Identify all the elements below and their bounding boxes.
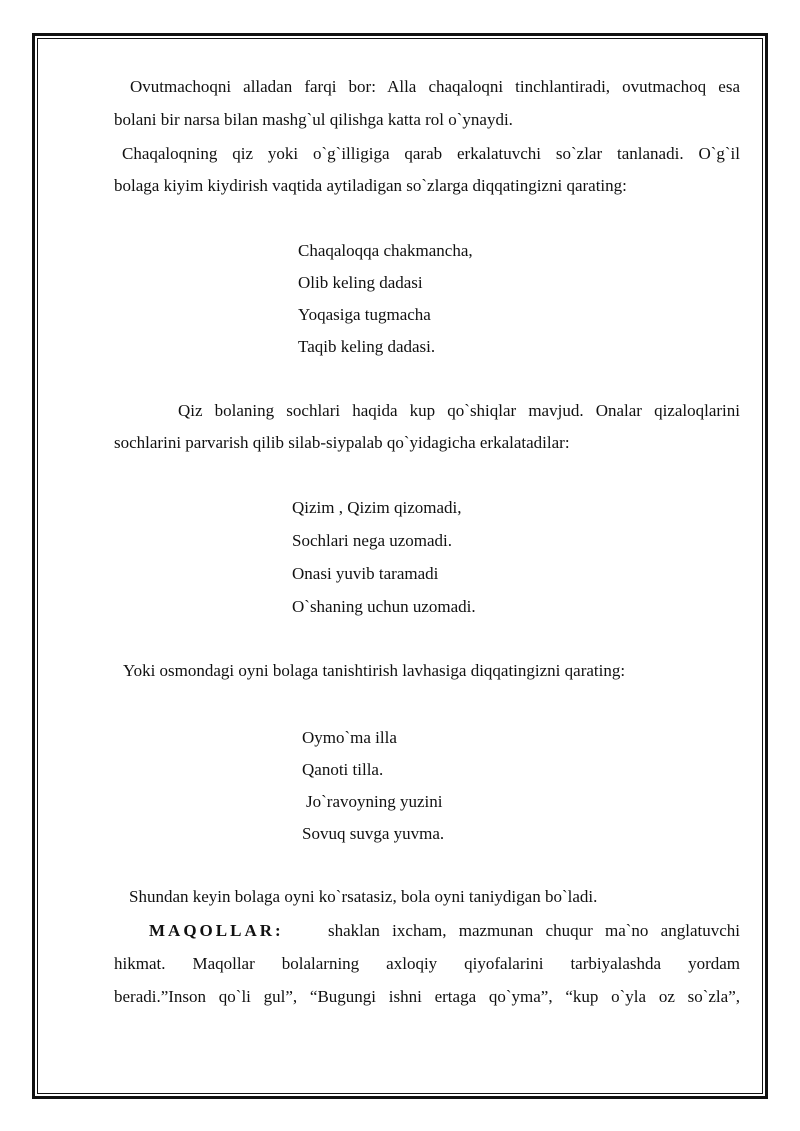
maqollar-heading [149,920,284,942]
poem1-line-4: Taqib keling dadasi. [298,337,436,356]
para6-line3: beradi.”Inson qo`li gul”, “Bugungi ishni ertaga qo`yma”, “kup o`yla oz so`zla”, [114,987,740,1006]
poem2-line-1: Qizim , Qizim qizomadi, [292,498,462,517]
para2-line1: Chaqaloqning qiz yoki o`g`illigiga qarab erkalatuvchi so`zlar tanlanadi. O`g`il [122,144,740,163]
poem3-line-1: Oymo`ma illa [302,728,397,747]
para2-line2: bolaga kiyim kiydirish vaqtida aytiladigan so`zlarga diqqatingizni qarating: [114,176,627,195]
poem3-line-2: Qanoti tilla. [302,760,384,779]
para1-line1: Ovutmachoqni alladan farqi bor: Alla chaqaloqni tinchlantiradi, ovutmachoq esa [130,77,740,96]
para4-line1: Yoki osmondagi oyni bolaga tanishtirish lavhasiga diqqatingizni qarating: [123,661,626,680]
para6-line1: shaklan ixcham, mazmunan chuqur ma`no anglatuvchi [328,921,740,940]
para3-line2: sochlarini parvarish qilib silab-siypalab qo`yidagicha erkalatadilar: [114,433,570,452]
maqollar-heading-text: MAQOLLAR: [149,921,284,940]
para5-line1: Shundan keyin bolaga oyni ko`rsatasiz, bola oyni taniydigan bo`ladi. [129,887,598,906]
poem3-line-4: Sovuq suvga yuvma. [302,824,445,843]
poem1-line-3: Yoqasiga tugmacha [298,305,431,324]
poem3-line-3: Jo`ravoyning yuzini [306,792,443,811]
poem1-line-1: Chaqaloqqa chakmancha, [298,241,473,260]
para6-line2: hikmat. Maqollar bolalarning axloqiy qiyofalarini tarbiyalashda yordam [114,954,740,973]
poem2-line-3: Onasi yuvib taramadi [292,564,439,583]
para3-line1: Qiz bolaning sochlari haqida kup qo`shiqlar mavjud. Onalar qizaloqlarini [178,401,740,420]
poem1-line-2: Olib keling dadasi [298,273,423,292]
poem2-line-2: Sochlari nega uzomadi. [292,531,453,550]
para1-line2: bolani bir narsa bilan mashg`ul qilishga katta rol o`ynaydi. [114,110,513,129]
poem2-line-4: O`shaning uchun uzomadi. [292,597,476,616]
